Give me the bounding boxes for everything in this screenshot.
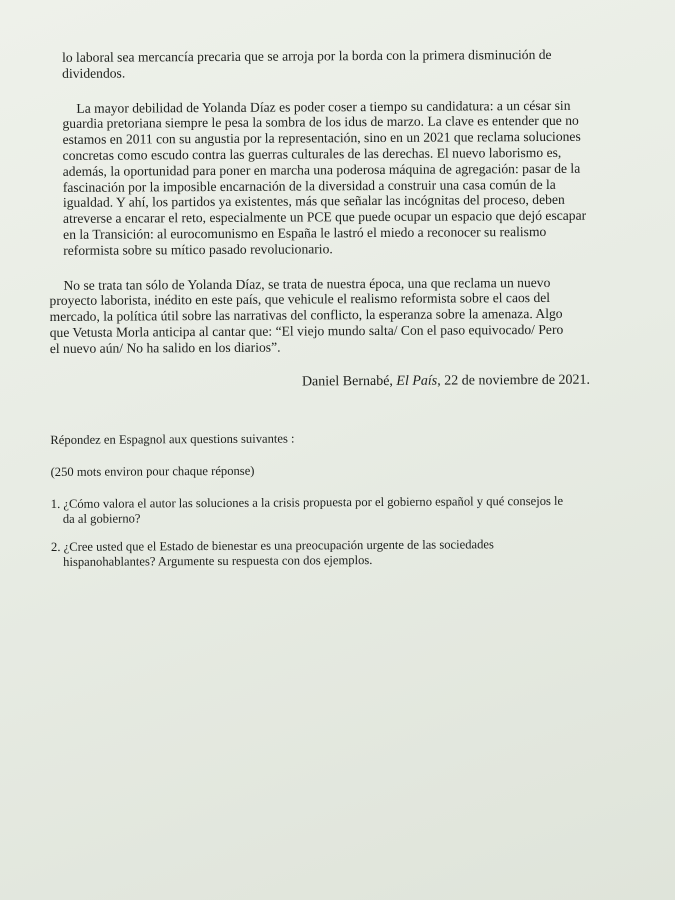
question-line: 1. ¿Cómo valora el autor las soluciones a la crisis propuesta por el gobierno español y qué consejos le bbox=[50, 494, 564, 512]
text-line: dividendos. bbox=[62, 65, 126, 81]
article-paragraph-3 bbox=[49, 274, 593, 356]
byline-date: , 22 de noviembre de 2021. bbox=[437, 372, 591, 389]
text-line: fascinación por la imposible encarnación de la diversidad a construir una casa común de la bbox=[62, 176, 556, 195]
byline-source: El País bbox=[396, 373, 438, 389]
text-line: concretas como escudo contra las guerras culturales de las derechas. El nuevo laborismo es, bbox=[62, 144, 562, 163]
text-line: atreverse a encarar el reto, especialmente un PCE que puede ocupar un espacio que dejó escapar bbox=[62, 207, 587, 227]
document-content bbox=[48, 47, 595, 584]
article-byline bbox=[50, 372, 590, 391]
text-line: el nuevo aún/ No ha salido en los diarios”. bbox=[49, 339, 281, 356]
question-line: hispanohablantes? Argumente su respuesta con dos ejemplos. bbox=[63, 553, 373, 570]
article-paragraph-1 bbox=[62, 47, 592, 82]
question-1 bbox=[51, 494, 595, 527]
question-line: da al gobierno? bbox=[62, 511, 141, 527]
text-line: reformista sobre su mítico pasado revolucionario. bbox=[63, 241, 333, 258]
instructions-line-1: Répondez en Espagnol aux questions suivantes : bbox=[50, 431, 295, 448]
text-line: lo laboral sea mercancía precaria que se arroja por la borda con la primera disminución de bbox=[61, 46, 552, 65]
article-paragraph-2 bbox=[48, 97, 593, 258]
text-line: proyecto laborista, inédito en este país, que vehicule el realismo reformista sobre el caos del bbox=[49, 290, 551, 309]
question-line: 2. ¿Cree usted que el Estado de bienestar es una preocupación urgente de las sociedades bbox=[50, 537, 494, 555]
text-line: mercado, la política útil sobre las narrativas del conflicto, la esperanza sobre la amenaza. Algo bbox=[49, 306, 563, 325]
text-line: estamos en 2011 con su angustia por la representación, sino en un 2021 que reclama soluciones bbox=[62, 128, 581, 148]
text-line: que Vetusta Morla anticipa al cantar que: “El viejo mundo salta/ Con el paso equivocado/ Pero bbox=[49, 321, 564, 340]
instructions-line-2: (250 mots environ pour chaque réponse) bbox=[50, 464, 255, 480]
text-line: en la Transición: al eurocomunismo en España le lastró el miedo a reconocer su realismo bbox=[63, 223, 547, 242]
byline-author: Daniel Bernabé, bbox=[301, 373, 397, 390]
text-line: guardia pretoriana siempre le pesa la sombra de los idus de marzo. La clave es entender que no bbox=[62, 113, 579, 132]
text-line: La mayor debilidad de Yolanda Díaz es poder coser a tiempo su candidatura: a un césar sin bbox=[76, 97, 571, 116]
question-2 bbox=[51, 537, 595, 570]
text-line: además, la oportunidad para poner en marcha una poderosa máquina de agregación: pasar de la bbox=[62, 160, 581, 179]
text-line: No se trata tan sólo de Yolanda Díaz, se trata de nuestra época, una que reclama un nuevo bbox=[63, 274, 551, 293]
text-line: igualdad. Y ahí, los partidos ya existentes, más que señalar las incógnitas del proceso, deben bbox=[62, 192, 565, 211]
